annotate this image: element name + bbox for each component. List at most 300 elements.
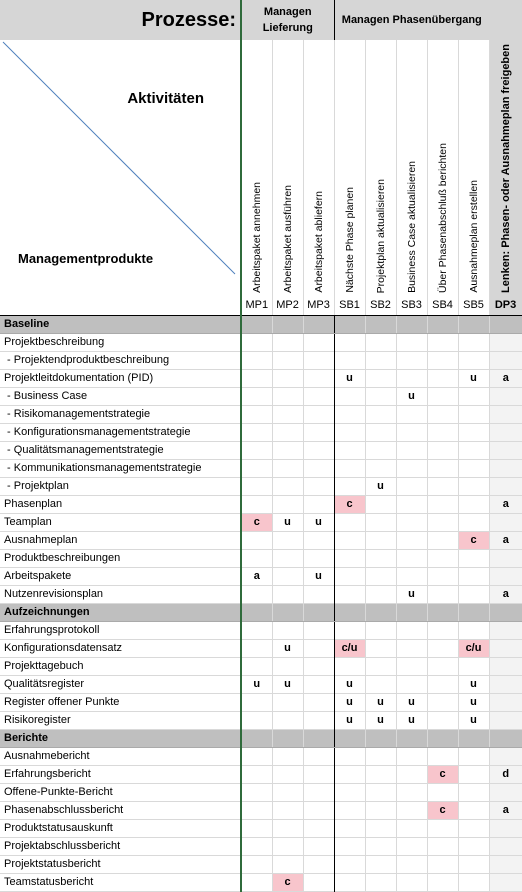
matrix-cell (427, 333, 458, 351)
matrix-cell (396, 495, 427, 513)
matrix-cell (365, 621, 396, 639)
row-label: Produktstatusauskunft (0, 819, 241, 837)
dp-code: DP3 (489, 296, 522, 316)
matrix-cell (272, 333, 303, 351)
matrix-cell (272, 531, 303, 549)
matrix-cell (303, 693, 334, 711)
processes-label: Prozesse: (0, 0, 241, 40)
matrix-cell (427, 495, 458, 513)
matrix-cell (365, 783, 396, 801)
matrix-cell (272, 585, 303, 603)
matrix-cell: a (241, 567, 272, 585)
matrix-cell (458, 801, 489, 819)
matrix-cell: u (303, 513, 334, 531)
matrix-cell (396, 639, 427, 657)
matrix-cell (396, 567, 427, 585)
matrix-cell (427, 423, 458, 441)
matrix-cell (272, 369, 303, 387)
section-title: Baseline (0, 315, 241, 333)
table-row (0, 837, 522, 855)
matrix-cell: c (334, 495, 365, 513)
matrix-cell (427, 621, 458, 639)
matrix-cell (334, 585, 365, 603)
matrix-cell (458, 747, 489, 765)
matrix-cell (272, 387, 303, 405)
matrix-cell (427, 387, 458, 405)
matrix-cell (427, 711, 458, 729)
matrix-cell (272, 549, 303, 567)
matrix-cell (396, 801, 427, 819)
activity-code: MP2 (272, 296, 303, 316)
table-row (0, 441, 522, 459)
table-row (0, 765, 522, 783)
activity-header-mp1 (241, 40, 272, 296)
matrix-cell (458, 873, 489, 891)
table-row (0, 783, 522, 801)
matrix-cell: u (458, 711, 489, 729)
matrix-cell (241, 765, 272, 783)
dp-cell (489, 711, 522, 729)
table-row (0, 387, 522, 405)
section-header (0, 603, 522, 621)
dp-cell (489, 405, 522, 423)
matrix-cell (458, 567, 489, 585)
matrix-cell (458, 405, 489, 423)
row-label: Ausnahmebericht (0, 747, 241, 765)
matrix-cell (272, 819, 303, 837)
activity-header-mp3 (303, 40, 334, 296)
dp-cell (489, 693, 522, 711)
matrix-cell (334, 549, 365, 567)
row-label: Phasenabschlussbericht (0, 801, 241, 819)
matrix-cell (365, 801, 396, 819)
matrix-cell (396, 837, 427, 855)
activity-code: SB4 (427, 296, 458, 316)
matrix-cell (241, 819, 272, 837)
dp-cell: d (489, 765, 522, 783)
diagonal-line (0, 40, 239, 278)
table-row (0, 675, 522, 693)
table-row (0, 495, 522, 513)
table-row (0, 405, 522, 423)
matrix-cell (458, 621, 489, 639)
matrix-cell (272, 567, 303, 585)
section-header (0, 315, 522, 333)
matrix-cell: c (458, 531, 489, 549)
activity-header-sb1 (334, 40, 365, 296)
row-label: - Qualitätsmanagementstrategie (0, 441, 241, 459)
matrix-cell (303, 459, 334, 477)
dp-cell (489, 459, 522, 477)
matrix-cell (272, 405, 303, 423)
activity-header-sb4 (427, 40, 458, 296)
activity-name: Nächste Phase planen (343, 187, 356, 293)
matrix-cell (427, 837, 458, 855)
matrix-cell (427, 567, 458, 585)
matrix-cell (427, 585, 458, 603)
matrix-cell (272, 459, 303, 477)
row-label: Erfahrungsprotokoll (0, 621, 241, 639)
matrix-cell (458, 783, 489, 801)
matrix-cell (396, 621, 427, 639)
matrix-cell (241, 711, 272, 729)
matrix-cell (241, 495, 272, 513)
matrix-cell (272, 783, 303, 801)
matrix-cell (334, 423, 365, 441)
activity-name: Ausnahmeplan erstellen (467, 180, 480, 293)
matrix-cell (458, 351, 489, 369)
matrix-cell (272, 855, 303, 873)
activity-header-sb2 (365, 40, 396, 296)
matrix-cell: c (427, 801, 458, 819)
activity-name: Business Case aktualisieren (405, 161, 418, 293)
table-row (0, 747, 522, 765)
table-row (0, 549, 522, 567)
dp-cell (489, 639, 522, 657)
matrix-cell (396, 459, 427, 477)
matrix-cell (458, 423, 489, 441)
matrix-cell (396, 351, 427, 369)
table-row (0, 333, 522, 351)
matrix-cell (458, 441, 489, 459)
table-row (0, 819, 522, 837)
activity-code: SB2 (365, 296, 396, 316)
matrix-cell: u (458, 675, 489, 693)
matrix-cell (427, 639, 458, 657)
activity-name: Über Phasenabschluß berichten (436, 142, 449, 293)
matrix-cell (241, 405, 272, 423)
matrix-cell (303, 531, 334, 549)
activity-code: SB3 (396, 296, 427, 316)
matrix-cell (458, 333, 489, 351)
dp-cell (489, 549, 522, 567)
matrix-cell (427, 819, 458, 837)
matrix-cell (272, 801, 303, 819)
matrix-cell (396, 783, 427, 801)
dp-cell (489, 333, 522, 351)
table-row (0, 693, 522, 711)
row-label: Risikoregister (0, 711, 241, 729)
matrix-cell (272, 693, 303, 711)
dp-cell: a (489, 531, 522, 549)
matrix-cell (241, 387, 272, 405)
matrix-cell (241, 837, 272, 855)
activity-code: MP3 (303, 296, 334, 316)
matrix-cell (272, 765, 303, 783)
activities-label: Aktivitäten (127, 90, 204, 107)
matrix-cell (396, 369, 427, 387)
matrix-cell (396, 405, 427, 423)
matrix-cell (334, 513, 365, 531)
matrix-cell (396, 873, 427, 891)
matrix-cell (365, 531, 396, 549)
matrix-cell (365, 747, 396, 765)
activity-code: SB1 (334, 296, 365, 316)
matrix-cell (303, 369, 334, 387)
matrix-cell: u (458, 369, 489, 387)
matrix-cell (334, 873, 365, 891)
matrix-cell (303, 621, 334, 639)
matrix-cell: c/u (458, 639, 489, 657)
matrix-cell (334, 855, 365, 873)
matrix-cell (365, 675, 396, 693)
row-label: - Business Case (0, 387, 241, 405)
matrix-cell: u (396, 387, 427, 405)
matrix-cell (303, 801, 334, 819)
matrix-cell (396, 549, 427, 567)
matrix-cell (241, 657, 272, 675)
activity-code: MP1 (241, 296, 272, 316)
dp-cell (489, 351, 522, 369)
section-title: Aufzeichnungen (0, 603, 241, 621)
table-row (0, 639, 522, 657)
matrix-cell (334, 531, 365, 549)
matrix-cell (334, 351, 365, 369)
matrix-cell (334, 387, 365, 405)
table-row (0, 801, 522, 819)
matrix-cell (303, 837, 334, 855)
matrix-cell (427, 657, 458, 675)
table-row (0, 351, 522, 369)
matrix-cell (365, 405, 396, 423)
matrix-cell (241, 801, 272, 819)
matrix-cell: u (334, 675, 365, 693)
table-row (0, 621, 522, 639)
matrix-cell (427, 513, 458, 531)
matrix-cell (303, 873, 334, 891)
table-row (0, 657, 522, 675)
matrix-cell (427, 369, 458, 387)
matrix-cell (241, 549, 272, 567)
matrix-cell (241, 693, 272, 711)
activity-code: SB5 (458, 296, 489, 316)
row-label: Offene-Punkte-Bericht (0, 783, 241, 801)
matrix-cell (241, 333, 272, 351)
matrix-cell: c/u (334, 639, 365, 657)
matrix-cell: u (272, 639, 303, 657)
matrix-cell (396, 657, 427, 675)
dp-cell: a (489, 369, 522, 387)
matrix-cell (458, 495, 489, 513)
row-label: Phasenplan (0, 495, 241, 513)
activity-name: Projektplan aktualisieren (374, 178, 387, 293)
matrix-cell: u (334, 711, 365, 729)
matrix-cell (241, 783, 272, 801)
matrix-cell (427, 459, 458, 477)
matrix-cell: u (365, 693, 396, 711)
matrix-cell (241, 639, 272, 657)
matrix-cell: c (427, 765, 458, 783)
matrix-cell (365, 351, 396, 369)
row-label: Projekttagebuch (0, 657, 241, 675)
row-label: Register offener Punkte (0, 693, 241, 711)
row-label: Arbeitspakete (0, 567, 241, 585)
matrix-cell (303, 351, 334, 369)
row-label: Qualitätsregister (0, 675, 241, 693)
table-row (0, 711, 522, 729)
matrix-cell (241, 873, 272, 891)
matrix-cell (458, 837, 489, 855)
corner-diagonal (0, 40, 241, 296)
row-label: Produktbeschreibungen (0, 549, 241, 567)
matrix-cell (241, 531, 272, 549)
matrix-cell (272, 621, 303, 639)
table-row (0, 513, 522, 531)
dp-cell (489, 423, 522, 441)
matrix-cell (396, 675, 427, 693)
matrix-cell (427, 783, 458, 801)
matrix-cell (365, 441, 396, 459)
matrix-cell (427, 747, 458, 765)
matrix-cell (334, 333, 365, 351)
matrix-cell (272, 423, 303, 441)
matrix-cell (303, 675, 334, 693)
matrix-cell (427, 531, 458, 549)
matrix-cell (365, 333, 396, 351)
matrix-cell (303, 333, 334, 351)
dp-cell (489, 441, 522, 459)
matrix-cell: u (365, 711, 396, 729)
matrix-cell (427, 675, 458, 693)
matrix-cell (396, 819, 427, 837)
dp-cell (489, 621, 522, 639)
matrix-cell (334, 837, 365, 855)
matrix-cell (458, 513, 489, 531)
matrix-cell (303, 657, 334, 675)
matrix-cell (365, 549, 396, 567)
matrix-cell: u (396, 711, 427, 729)
matrix-cell (272, 747, 303, 765)
table-row (0, 531, 522, 549)
dp-cell (489, 567, 522, 585)
matrix-cell (365, 369, 396, 387)
activity-header-sb5 (458, 40, 489, 296)
matrix-cell (272, 441, 303, 459)
matrix-cell (334, 405, 365, 423)
matrix-cell (272, 351, 303, 369)
matrix-cell (396, 531, 427, 549)
matrix-cell: u (458, 693, 489, 711)
section-header (0, 729, 522, 747)
matrix-cell (241, 621, 272, 639)
matrix-cell: u (396, 693, 427, 711)
matrix-cell (427, 405, 458, 423)
activity-name: Arbeitspaket ausführen (281, 185, 294, 293)
row-label: Ausnahmeplan (0, 531, 241, 549)
matrix-cell (303, 819, 334, 837)
section-title: Berichte (0, 729, 241, 747)
dp-header (489, 40, 522, 296)
matrix-cell (334, 459, 365, 477)
matrix-cell (427, 693, 458, 711)
matrix-cell (458, 855, 489, 873)
matrix-cell (458, 585, 489, 603)
table-row (0, 369, 522, 387)
matrix-cell (303, 477, 334, 495)
activity-header-sb3 (396, 40, 427, 296)
matrix-cell (241, 351, 272, 369)
matrix-cell (272, 657, 303, 675)
matrix-cell (427, 441, 458, 459)
matrix-cell (458, 477, 489, 495)
row-label: - Konfigurationsmanagementstrategie (0, 423, 241, 441)
row-label: Konfigurationsdatensatz (0, 639, 241, 657)
table-row (0, 873, 522, 891)
matrix-cell (396, 855, 427, 873)
matrix-cell (365, 495, 396, 513)
matrix-cell (303, 855, 334, 873)
row-label: Projektstatusbericht (0, 855, 241, 873)
matrix-cell (427, 855, 458, 873)
matrix-cell (427, 477, 458, 495)
matrix-cell (365, 837, 396, 855)
matrix-cell (365, 765, 396, 783)
matrix-cell (396, 765, 427, 783)
row-label: Projektabschlussbericht (0, 837, 241, 855)
dp-cell (489, 837, 522, 855)
matrix-cell (365, 423, 396, 441)
matrix-cell (396, 423, 427, 441)
matrix-cell (303, 747, 334, 765)
row-label: - Projektplan (0, 477, 241, 495)
matrix-cell (334, 819, 365, 837)
matrix-cell (303, 387, 334, 405)
dp-cell: a (489, 495, 522, 513)
matrix-cell (458, 765, 489, 783)
matrix-cell (241, 459, 272, 477)
matrix-cell (303, 495, 334, 513)
activity-name: Arbeitspaket abliefern (312, 191, 325, 293)
matrix-cell (365, 873, 396, 891)
matrix-cell (303, 423, 334, 441)
matrix-cell (241, 441, 272, 459)
matrix-cell: u (334, 693, 365, 711)
activity-header-mp2 (272, 40, 303, 296)
matrix-cell: u (303, 567, 334, 585)
row-label: Teamstatusbericht (0, 873, 241, 891)
matrix-cell (303, 765, 334, 783)
matrix-cell (396, 441, 427, 459)
dp-cell (489, 675, 522, 693)
dp-cell (489, 477, 522, 495)
table-row (0, 855, 522, 873)
matrix-cell (458, 549, 489, 567)
row-label: Nutzenrevisionsplan (0, 585, 241, 603)
table-row (0, 423, 522, 441)
matrix-cell (334, 477, 365, 495)
matrix-cell (427, 873, 458, 891)
matrix-cell (427, 351, 458, 369)
matrix-cell (303, 585, 334, 603)
matrix-cell (241, 369, 272, 387)
table-row (0, 459, 522, 477)
row-label: - Kommunikationsmanagementstrategie (0, 459, 241, 477)
matrix-cell (458, 657, 489, 675)
matrix-cell (365, 855, 396, 873)
matrix-cell (303, 441, 334, 459)
matrix-cell (334, 801, 365, 819)
dp-cell (489, 819, 522, 837)
matrix-cell (365, 513, 396, 531)
row-label: Erfahrungsbericht (0, 765, 241, 783)
group-phasenuebergang: Managen Phasenübergang (334, 0, 489, 40)
matrix-cell (303, 405, 334, 423)
matrix-cell (303, 783, 334, 801)
matrix-cell (334, 747, 365, 765)
dp-cell (489, 855, 522, 873)
matrix-cell (396, 477, 427, 495)
matrix-cell (458, 387, 489, 405)
